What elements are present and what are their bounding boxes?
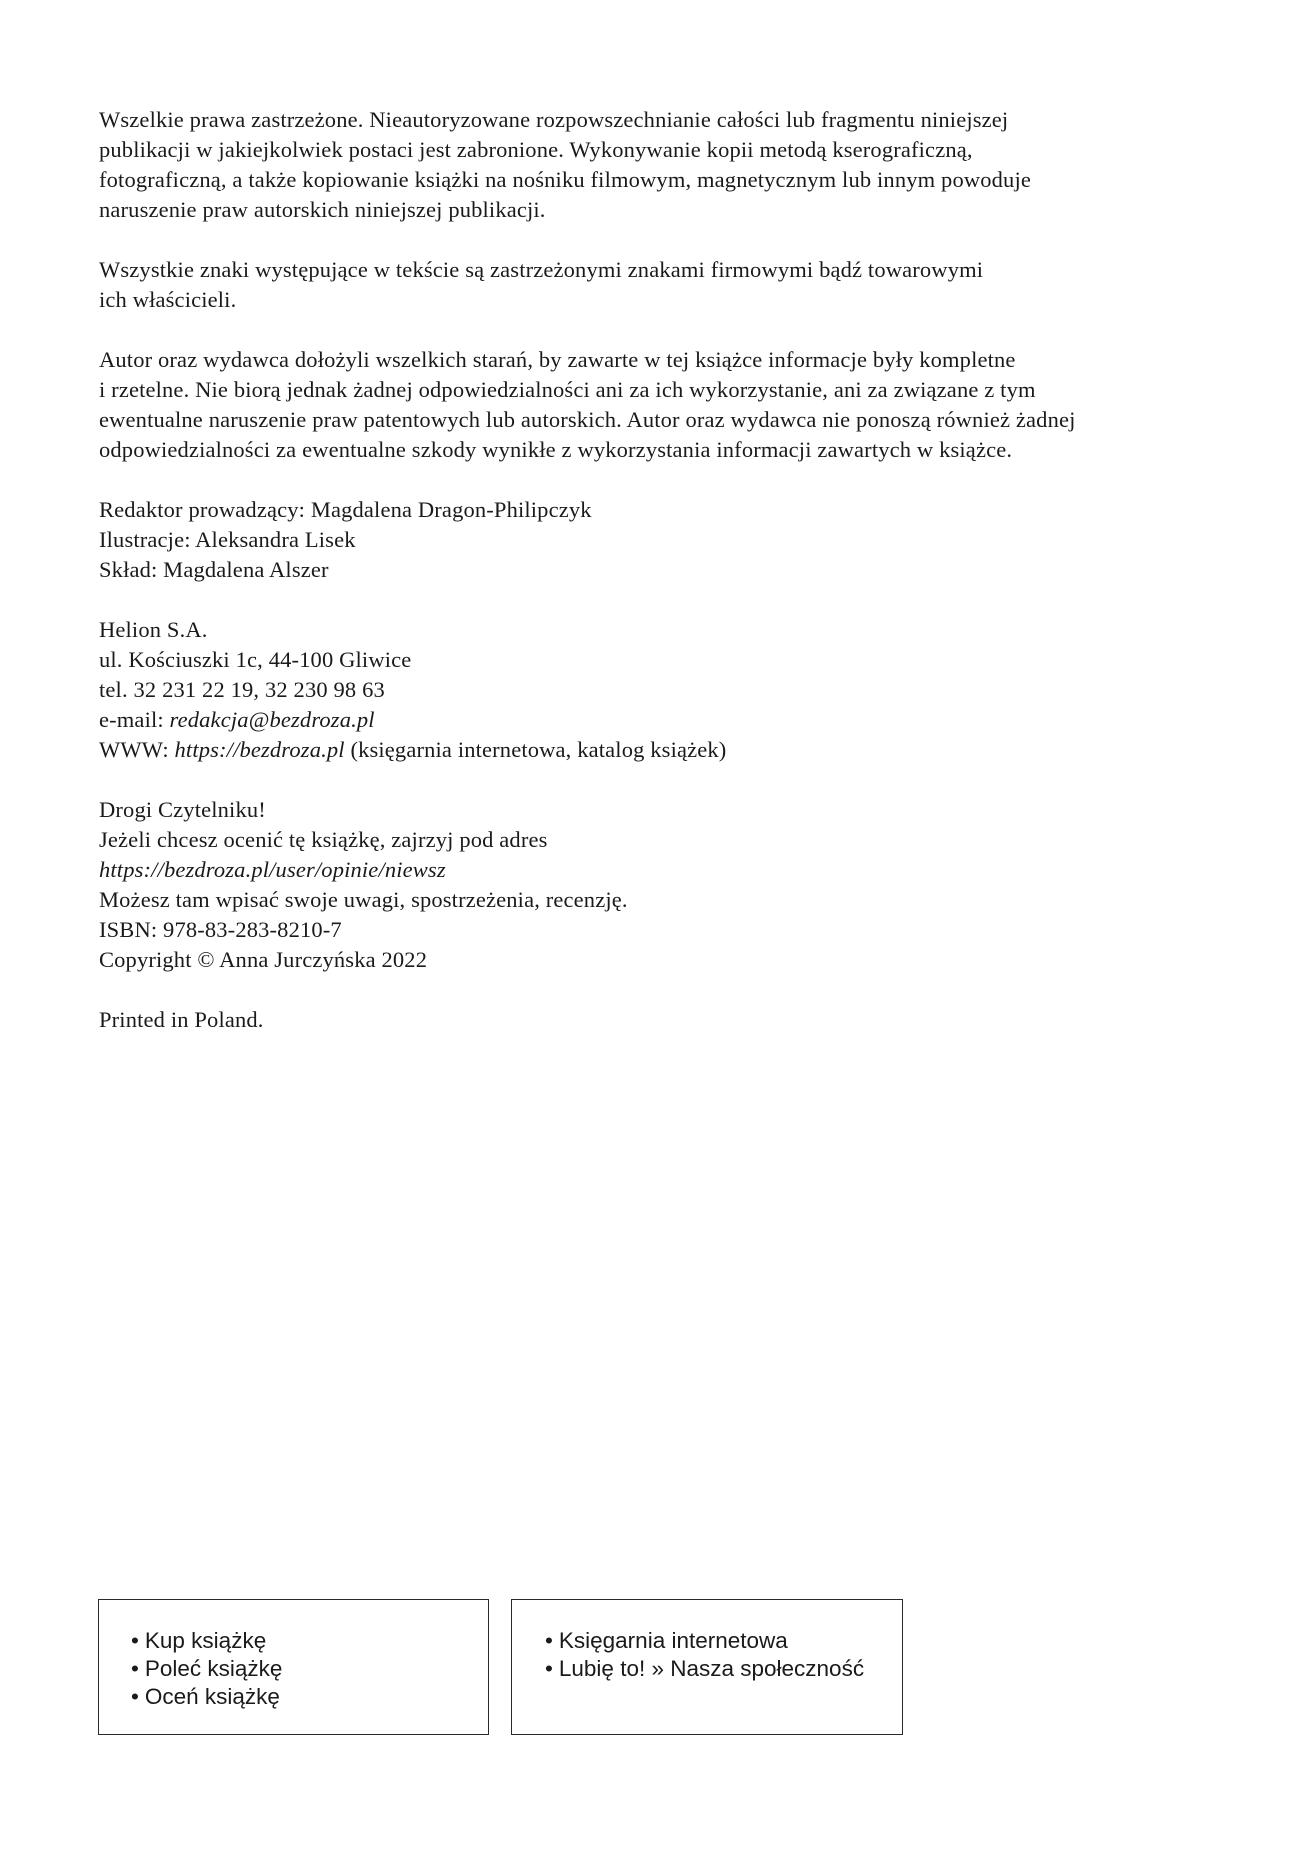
buy-book-label: Kup książkę: [144, 1628, 267, 1653]
www-label: WWW:: [99, 737, 175, 762]
publisher-address: ul. Kościuszki 1c, 44-100 Gliwice: [99, 647, 412, 672]
rights-paragraph: [99, 105, 1219, 225]
community-link[interactable]: [545, 1655, 864, 1683]
illustrations-credit: Ilustracje: Aleksandra Lisek: [99, 527, 356, 552]
text-line: naruszenie praw autorskich niniejszej publikacji.: [99, 197, 546, 222]
comment-instruction: Możesz tam wpisać swoje uwagi, spostrzeżenia, recenzję.: [99, 887, 628, 912]
community-box: [511, 1599, 903, 1735]
isbn: ISBN: 978-83-283-8210-7: [99, 917, 342, 942]
credits-block: [99, 495, 1219, 585]
online-bookstore-label: Księgarnia internetowa: [558, 1628, 788, 1653]
copyright-notice: Copyright © Anna Jurczyńska 2022: [99, 947, 428, 972]
bullet: •: [131, 1684, 139, 1709]
disclaimer-paragraph: [99, 345, 1219, 465]
recommend-book-label: Poleć książkę: [144, 1656, 283, 1681]
copyright-page-content: [99, 105, 1219, 1065]
book-actions-list: [131, 1627, 282, 1711]
text-line: ewentualne naruszenie praw patentowych lub autorskich. Autor oraz wydawca nie ponoszą również żadnej: [99, 407, 1076, 432]
trademarks-paragraph: [99, 255, 1219, 315]
community-list: [545, 1627, 864, 1683]
publisher-email-row: [99, 705, 1219, 735]
reader-note-block: [99, 795, 1219, 975]
text-line: Autor oraz wydawca dołożyli wszelkich starań, by zawarte w tej książce informacje były kompletne: [99, 347, 1016, 372]
www-note: (księgarnia internetowa, katalog książek): [344, 737, 727, 762]
text-line: ich właścicieli.: [99, 287, 237, 312]
rate-book-link[interactable]: [131, 1683, 282, 1711]
bullet: •: [131, 1656, 139, 1681]
reader-greeting: Drogi Czytelniku!: [99, 797, 266, 822]
publisher-phone: tel. 32 231 22 19, 32 230 98 63: [99, 677, 385, 702]
printed-in: Printed in Poland.: [99, 1007, 264, 1032]
text-line: Wszystkie znaki występujące w tekście są zastrzeżonymi znakami firmowymi bądź towarowymi: [99, 257, 984, 282]
www-link[interactable]: https://bezdroza.pl: [174, 737, 345, 762]
text-line: Wszelkie prawa zastrzeżone. Nieautoryzowane rozpowszechnianie całości lub fragmentu niniejszej: [99, 107, 1009, 132]
bullet: •: [545, 1628, 553, 1653]
community-label: Lubię to! » Nasza społeczność: [558, 1656, 865, 1681]
text-line: i rzetelne. Nie biorą jednak żadnej odpowiedzialności ani za ich wykorzystanie, ani za związane z tym: [99, 377, 1036, 402]
rate-url-link[interactable]: https://bezdroza.pl/user/opinie/niewsz: [99, 857, 446, 882]
rate-book-label: Oceń książkę: [144, 1684, 280, 1709]
book-actions-box: [98, 1599, 489, 1735]
rate-instruction: Jeżeli chcesz ocenić tę książkę, zajrzyj pod adres: [99, 827, 548, 852]
text-line: odpowiedzialności za ewentualne szkody wynikłe z wykorzystania informacji zawartych w książce.: [99, 437, 1013, 462]
typesetting-credit: Skład: Magdalena Alszer: [99, 557, 329, 582]
recommend-book-link[interactable]: [131, 1655, 282, 1683]
buy-book-link[interactable]: [131, 1627, 282, 1655]
online-bookstore-link[interactable]: [545, 1627, 864, 1655]
text-line: publikacji w jakiejkolwiek postaci jest zabronione. Wykonywanie kopii metodą kserograficzną,: [99, 137, 973, 162]
editor-credit: Redaktor prowadzący: Magdalena Dragon-Philipczyk: [99, 497, 592, 522]
bullet: •: [545, 1656, 553, 1681]
bullet: •: [131, 1628, 139, 1653]
email-label: e-mail:: [99, 707, 170, 732]
publisher-www-row: [99, 735, 1219, 765]
text-line: fotograficzną, a także kopiowanie książki na nośniku filmowym, magnetycznym lub innym powoduje: [99, 167, 1031, 192]
email-link[interactable]: redakcja@bezdroza.pl: [169, 707, 375, 732]
printed-block: [99, 1005, 1219, 1035]
publisher-block: [99, 615, 1219, 765]
publisher-name: Helion S.A.: [99, 617, 208, 642]
